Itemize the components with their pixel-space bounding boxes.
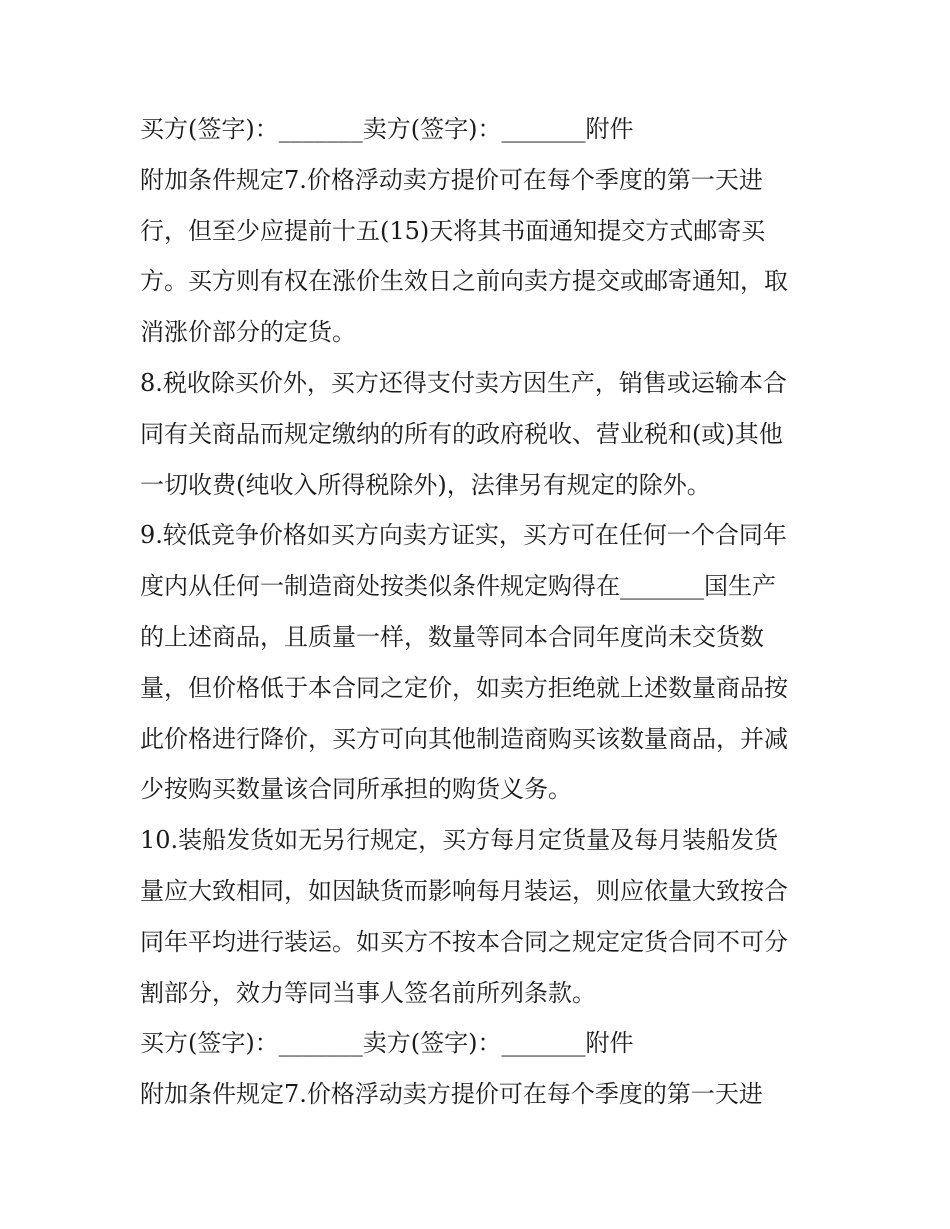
signature-line: 买方(签字)：_______卖方(签字)：_______附件: [140, 115, 634, 143]
text-line: 方。买方则有权在涨价生效日之前向卖方提交或邮寄通知，取: [140, 267, 788, 296]
text-line: 附加条件规定7.价格浮动卖方提价可在每个季度的第一天进: [140, 165, 763, 194]
text-line: 消涨价部分的定货。: [140, 318, 356, 347]
text-line: 此价格进行降价，买方可向其他制造商购买该数量商品，并减: [140, 724, 788, 753]
text-line: 少按购买数量该合同所承担的购货义务。: [140, 775, 572, 804]
text-line: 附加条件规定7.价格浮动卖方提价可在每个季度的第一天进: [140, 1080, 763, 1109]
text-line: 同有关商品而规定缴纳的所有的政府税收、营业税和(或)其他: [140, 419, 783, 448]
text-line: 的上述商品，且质量一样，数量等同本合同年度尚未交货数: [140, 622, 764, 651]
text-line: 一切收费(纯收入所得税除外)，法律另有规定的除外。: [140, 470, 711, 499]
text-line: 同年平均进行装运。如买方不按本合同之规定定货合同不可分: [140, 927, 788, 956]
text-line: 量，但价格低于本合同之定价，如卖方拒绝就上述数量商品按: [140, 673, 788, 702]
contract-text: [140, 107, 830, 1123]
signature-line: 买方(签字)：_______卖方(签字)：_______附件: [140, 1029, 634, 1058]
text-line: 度内从任何一制造商处按类似条件规定购得在_______国生产: [140, 572, 776, 601]
text-line: 9.较低竞争价格如买方向卖方证实，买方可在任何一个合同年: [140, 521, 787, 550]
text-line: 量应大致相同，如因缺货而影响每月装运，则应依量大致按合: [140, 876, 788, 905]
text-line: 行，但至少应提前十五(15)天将其书面通知提交方式邮寄买: [140, 216, 766, 245]
text-line: 8.税收除买价外，买方还得支付卖方因生产，销售或运输本合: [140, 368, 787, 397]
text-line: 割部分，效力等同当事人签名前所列条款。: [140, 978, 596, 1007]
text-line: 10.装船发货如无另行规定，买方每月定货量及每月装船发货: [140, 826, 779, 855]
